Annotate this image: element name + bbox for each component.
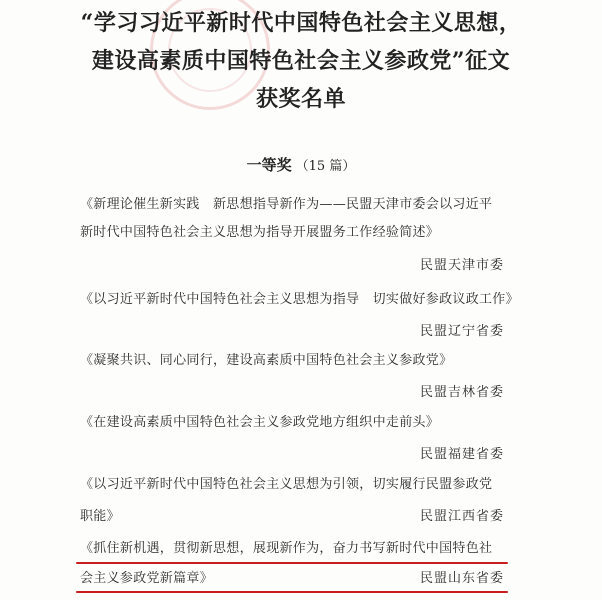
document-title-line-1: “学习习近平新时代中国特色社会主义思想， <box>80 10 522 36</box>
entry-4-title-line-1: 《在建设高素质中国特色社会主义参政党地方组织中走前头》 <box>80 415 440 430</box>
document-title-line-3: 获奖名单 <box>255 86 346 112</box>
entry-1-organization: 民盟天津市委 <box>419 258 504 273</box>
section-heading <box>0 154 602 175</box>
document-title-line-2: 建设高素质中国特色社会主义参政党”征文 <box>91 48 511 74</box>
highlight-underline-2 <box>76 591 508 593</box>
highlight-underline-1 <box>76 562 508 564</box>
entry-1-title-line-1: 《新理论催生新实践 新思想指导新作为——民盟天津市委会以习近平 <box>80 197 493 212</box>
entry-5-title-line-1: 《以习近平新时代中国特色社会主义思想为引领，切实履行民盟参政党 <box>80 477 493 492</box>
entry-6-title-line-1: 《抓住新机遇，贯彻新思想，展现新作为，奋力书写新时代中国特色社 <box>80 541 493 556</box>
entry-2-title-line-1: 《以习近平新时代中国特色社会主义思想为指导 切实做好参政议政工作》 <box>80 292 519 307</box>
entry-3-organization: 民盟吉林省委 <box>419 385 504 400</box>
entry-6-organization: 民盟山东省委 <box>419 571 504 586</box>
award-count: （15 篇） <box>295 159 356 174</box>
entry-2-organization: 民盟辽宁省委 <box>419 324 504 339</box>
entry-5-title-line-2: 职能》 <box>80 509 120 524</box>
entry-4-organization: 民盟福建省委 <box>419 447 504 462</box>
entry-3-title-line-1: 《凝聚共识、同心同行，建设高素质中国特色社会主义参政党》 <box>80 353 453 368</box>
entry-1-title-line-2: 新时代中国特色社会主义思想为指导开展盟务工作经验简述》 <box>80 225 440 240</box>
entry-6-title-line-2: 会主义参政党新篇章》 <box>80 571 214 586</box>
award-grade: 一等奖 <box>246 156 292 174</box>
entry-5-organization: 民盟江西省委 <box>419 509 504 524</box>
